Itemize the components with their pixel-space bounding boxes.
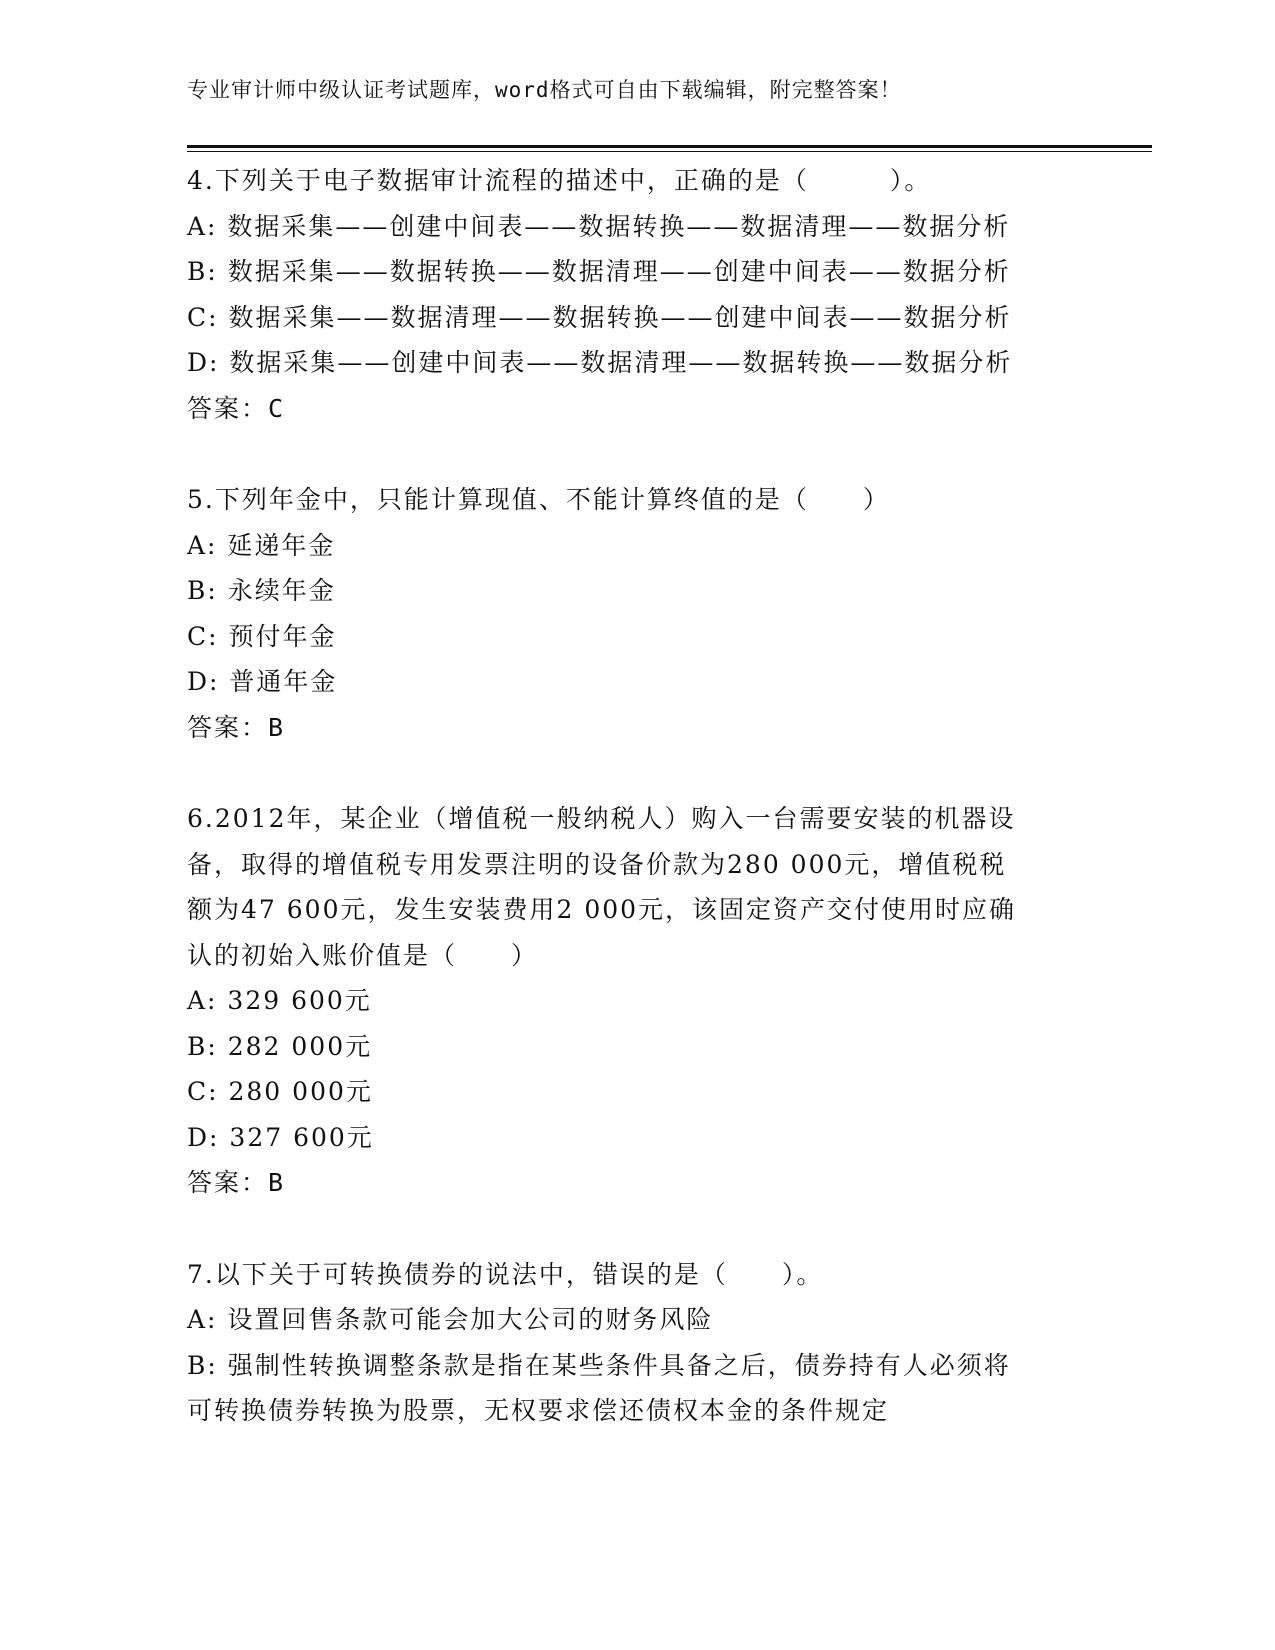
option-a: A: 设置回售条款可能会加大公司的财务风险: [187, 1305, 714, 1334]
answer-line: [187, 705, 1087, 751]
question-stem: 5.下列年金中，只能计算现值、不能计算终值的是（ ）: [187, 485, 890, 514]
answer-label: 答案：: [187, 712, 269, 742]
question-gap: [187, 431, 1087, 477]
question-stem-line-4: 认的初始入账价值是（ ）: [187, 940, 539, 970]
question-7: [187, 1252, 1087, 1434]
answer-line: [187, 1160, 1087, 1206]
option-a: A: 数据采集——创建中间表——数据转换——数据清理——数据分析: [187, 211, 1011, 241]
option-d: D: 普通年金: [187, 667, 338, 696]
question-gap: [187, 1206, 1087, 1252]
option-c: C: 数据采集——数据清理——数据转换——创建中间表——数据分析: [187, 302, 1012, 332]
option-a: A: 延递年金: [187, 530, 336, 560]
option-d: D: 数据采集——创建中间表——数据清理——数据转换——数据分析: [187, 348, 1013, 377]
option-b-line-1: B: 强制性转换调整条款是指在某些条件具备之后，债券持有人必须将: [187, 1350, 1011, 1380]
answer-label: 答案：: [187, 1168, 269, 1197]
question-stem: 4.下列关于电子数据审计流程的描述中，正确的是（ ）。: [187, 166, 932, 195]
option-b-line-2: 可转换债券转换为股票，无权要求偿还债权本金的条件规定: [187, 1396, 890, 1425]
question-stem-line-3: 额为47 600元，发生安装费用2 000元，该固定资产交付使用时应确: [187, 895, 1017, 924]
question-stem: 7.以下关于可转换债券的说法中，错误的是（ ）。: [187, 1259, 824, 1289]
question-gap: [187, 750, 1087, 796]
header-rule-thin: [187, 151, 1152, 152]
answer-label: 答案：: [187, 393, 269, 423]
answer-value: B: [268, 1168, 286, 1197]
answer-value: B: [268, 712, 286, 742]
answer-value: C: [268, 393, 286, 423]
document-body: [187, 158, 1087, 1434]
question-stem-line-1: 6.2012年，某企业（增值税一般纳税人）购入一台需要安装的机器设: [187, 804, 1016, 833]
page-header: 专业审计师中级认证考试题库，word格式可自由下载编辑，附完整答案！: [187, 78, 902, 102]
question-stem-line-2: 备，取得的增值税专用发票注明的设备价款为280 000元，增值税税: [187, 849, 1007, 879]
question-4: [187, 158, 1087, 431]
option-b: B: 282 000元: [187, 1031, 373, 1061]
option-b: B: 永续年金: [187, 576, 336, 605]
header-rule-thick: [187, 145, 1152, 148]
question-5: [187, 477, 1087, 750]
option-c: C: 280 000元: [187, 1077, 373, 1106]
answer-line: [187, 386, 1087, 432]
question-6: [187, 796, 1087, 1206]
option-c: C: 预付年金: [187, 621, 337, 651]
option-d: D: 327 600元: [187, 1122, 374, 1152]
option-a: A: 329 600元: [187, 986, 372, 1015]
option-b: B: 数据采集——数据转换——数据清理——创建中间表——数据分析: [187, 257, 1011, 286]
